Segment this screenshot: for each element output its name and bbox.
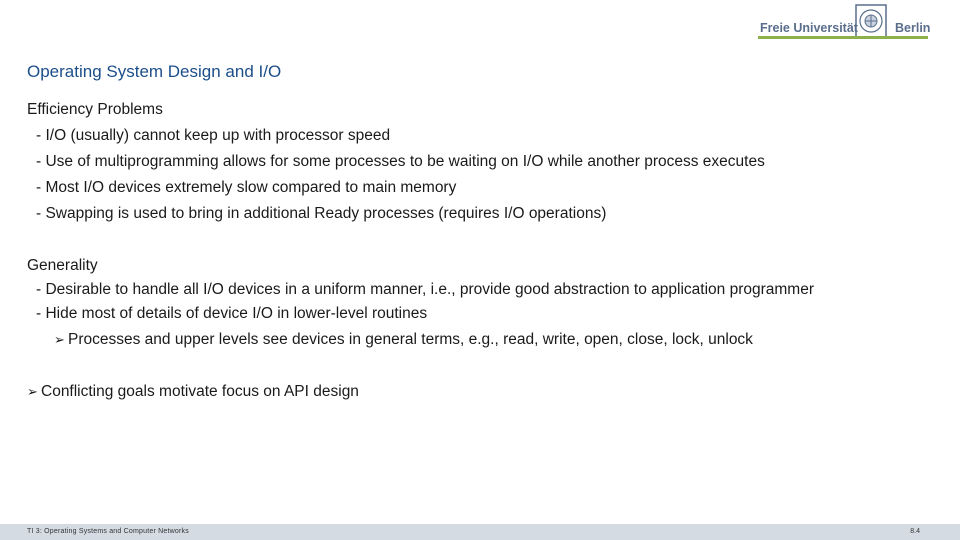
logo-underline [758,36,928,39]
slide-body [27,97,927,405]
slide-number: 8.4 [910,528,920,535]
slide-title: Operating System Design and I/O [27,62,282,81]
logo-right-word: Berlin [895,21,931,35]
university-logo [758,4,931,40]
logo-left-word: Freie Universität [760,21,858,35]
efficiency-heading: Efficiency Problems [27,101,163,118]
generality-item-1-text: - Desirable to handle all I/O devices in a uniform manner, i.e., provide good abstraction to application programmer [36,281,814,298]
conclusion-text: Conflicting goals motivate focus on API design [41,383,359,400]
generality-item-2: - Hide most of details of device I/O in lower-level routines [36,305,428,322]
generality-item-1 [27,279,927,301]
footer-course-title: TI 3: Operating Systems and Computer Networks [27,528,189,535]
arrow-bullet-icon: ➢ [54,332,65,347]
generality-heading: Generality [27,257,98,274]
efficiency-item-2: - Use of multiprogramming allows for some processes to be waiting on I/O while another process executes [36,153,765,170]
generality-subitem-text: Processes and upper levels see devices in general terms, e.g., read, write, open, close, lock, unlock [68,331,753,348]
efficiency-item-1: - I/O (usually) cannot keep up with processor speed [36,127,391,144]
slide-footer [0,524,960,540]
conclusion [27,379,927,405]
efficiency-item-3: - Most I/O devices extremely slow compared to main memory [36,179,457,196]
arrow-bullet-icon: ➢ [27,384,38,399]
efficiency-item-4: - Swapping is used to bring in additional Ready processes (requires I/O operations) [36,205,607,222]
university-seal-icon [850,4,892,40]
generality-subitem [27,327,927,353]
